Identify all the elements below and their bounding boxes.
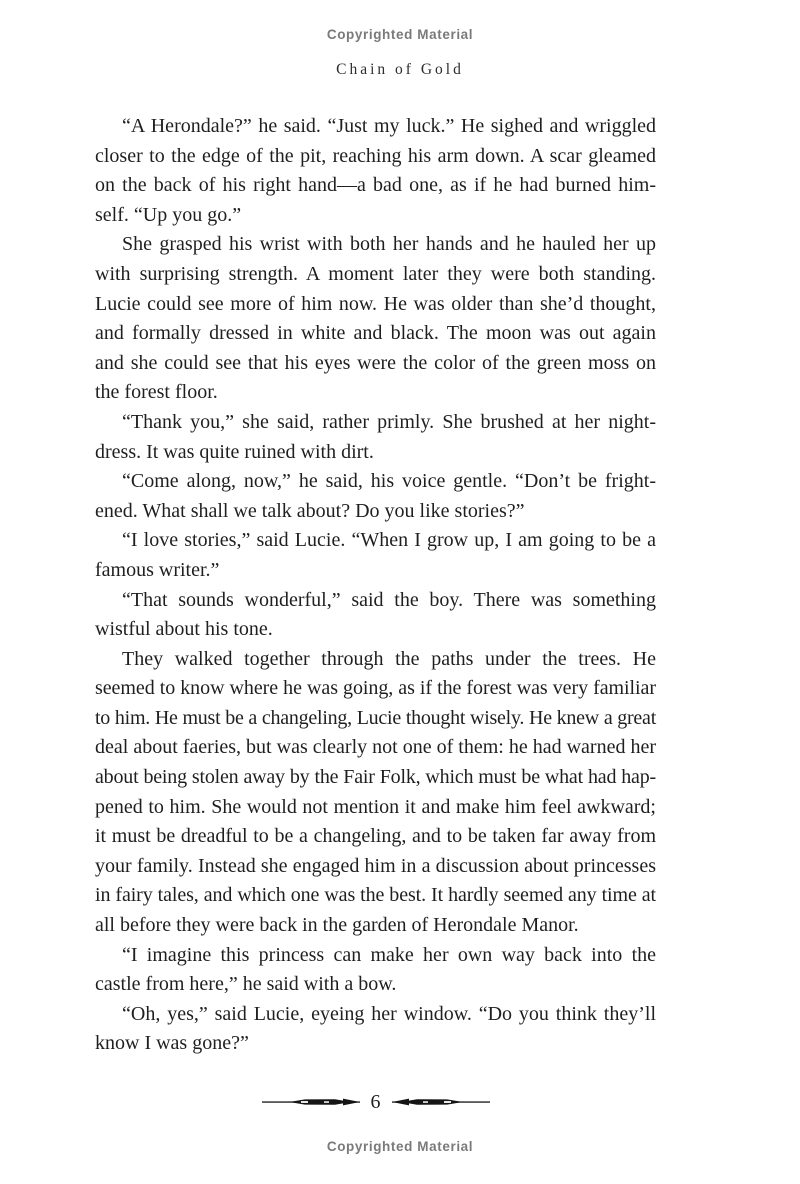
paragraph [95,645,656,941]
paragraph [95,408,656,467]
body-line: deal about faeries, but was clearly not one of them: he had warned her [95,736,656,759]
page-footer [95,1090,656,1114]
body-line: self. “Up you go.” [95,203,242,226]
footer-flourish-left-icon [261,1096,361,1108]
body-line: pened to him. She would not mention it and make him feel awkward; [95,795,656,818]
body-line: to him. He must be a changeling, Lucie thought wisely. He knew a great [95,706,656,729]
paragraph [95,586,656,645]
paragraph [95,467,656,526]
body-line: castle from here,” he said with a bow. [95,973,397,996]
body-line: wistful about his tone. [95,618,273,641]
body-line: and she could see that his eyes were the color of the green moss on [95,351,656,374]
body-line: and formally dressed in white and black. The moon was out again [95,322,656,345]
body-line: all before they were back in the garden of Herondale Manor. [95,914,579,937]
paragraph [95,526,656,585]
body-line: ened. What shall we talk about? Do you like stories?” [95,499,525,522]
page-number: 6 [370,1091,381,1113]
body-line: “A Herondale?” he said. “Just my luck.” He sighed and wriggled [122,115,656,137]
body-line: dress. It was quite ruined with dirt. [95,440,374,463]
paragraph [95,941,656,1000]
body-line: about being stolen away by the Fair Folk, which must be what had hap- [95,766,656,789]
body-line: “Come along, now,” he said, his voice gentle. “Don’t be fright- [122,470,656,493]
body-line: “I love stories,” said Lucie. “When I grow up, I am going to be a [122,529,656,552]
body-line: “That sounds wonderful,” said the boy. There was something [122,588,656,611]
top-copyright-notice: Copyrighted Material [326,27,474,42]
body-line: it must be dreadful to be a changeling, and to be taken far away from [95,825,656,848]
body-line: famous writer.” [95,558,220,581]
body-line: seemed to know where he was going, as if the forest was very familiar [95,677,656,700]
bottom-copyright-notice: Copyrighted Material [326,1139,474,1154]
body-line: closer to the edge of the pit, reaching his arm down. A scar gleamed [95,144,656,167]
body-line: “I imagine this princess can make her own way back into the [122,943,656,966]
body-line: She grasped his wrist with both her hands and he hauled her up [122,233,656,256]
body-line: with surprising strength. A moment later they were both standing. [95,262,656,285]
paragraph [95,230,656,408]
body-line: know I was gone?” [95,1032,249,1055]
body-line: They walked together through the paths under the trees. He [122,647,656,670]
body-text [95,112,656,1059]
body-line: “Thank you,” she said, rather primly. She brushed at her night- [122,410,656,433]
body-line: on the back of his right hand—a bad one, as if he had burned him- [95,174,656,197]
paragraph [95,112,656,230]
body-line: your family. Instead she engaged him in a discussion about princesses [95,854,656,877]
body-line: “Oh, yes,” said Lucie, eyeing her window. “Do you think they’ll [122,1002,656,1025]
footer-flourish-right-icon [391,1096,491,1108]
body-line: Lucie could see more of him now. He was older than she’d thought, [95,292,656,315]
body-line: the forest floor. [95,381,218,404]
paragraph [95,1000,656,1059]
running-header-book-title: Chain of Gold [336,61,464,78]
body-line: in fairy tales, and which one was the best. It hardly seemed any time at [95,884,656,907]
